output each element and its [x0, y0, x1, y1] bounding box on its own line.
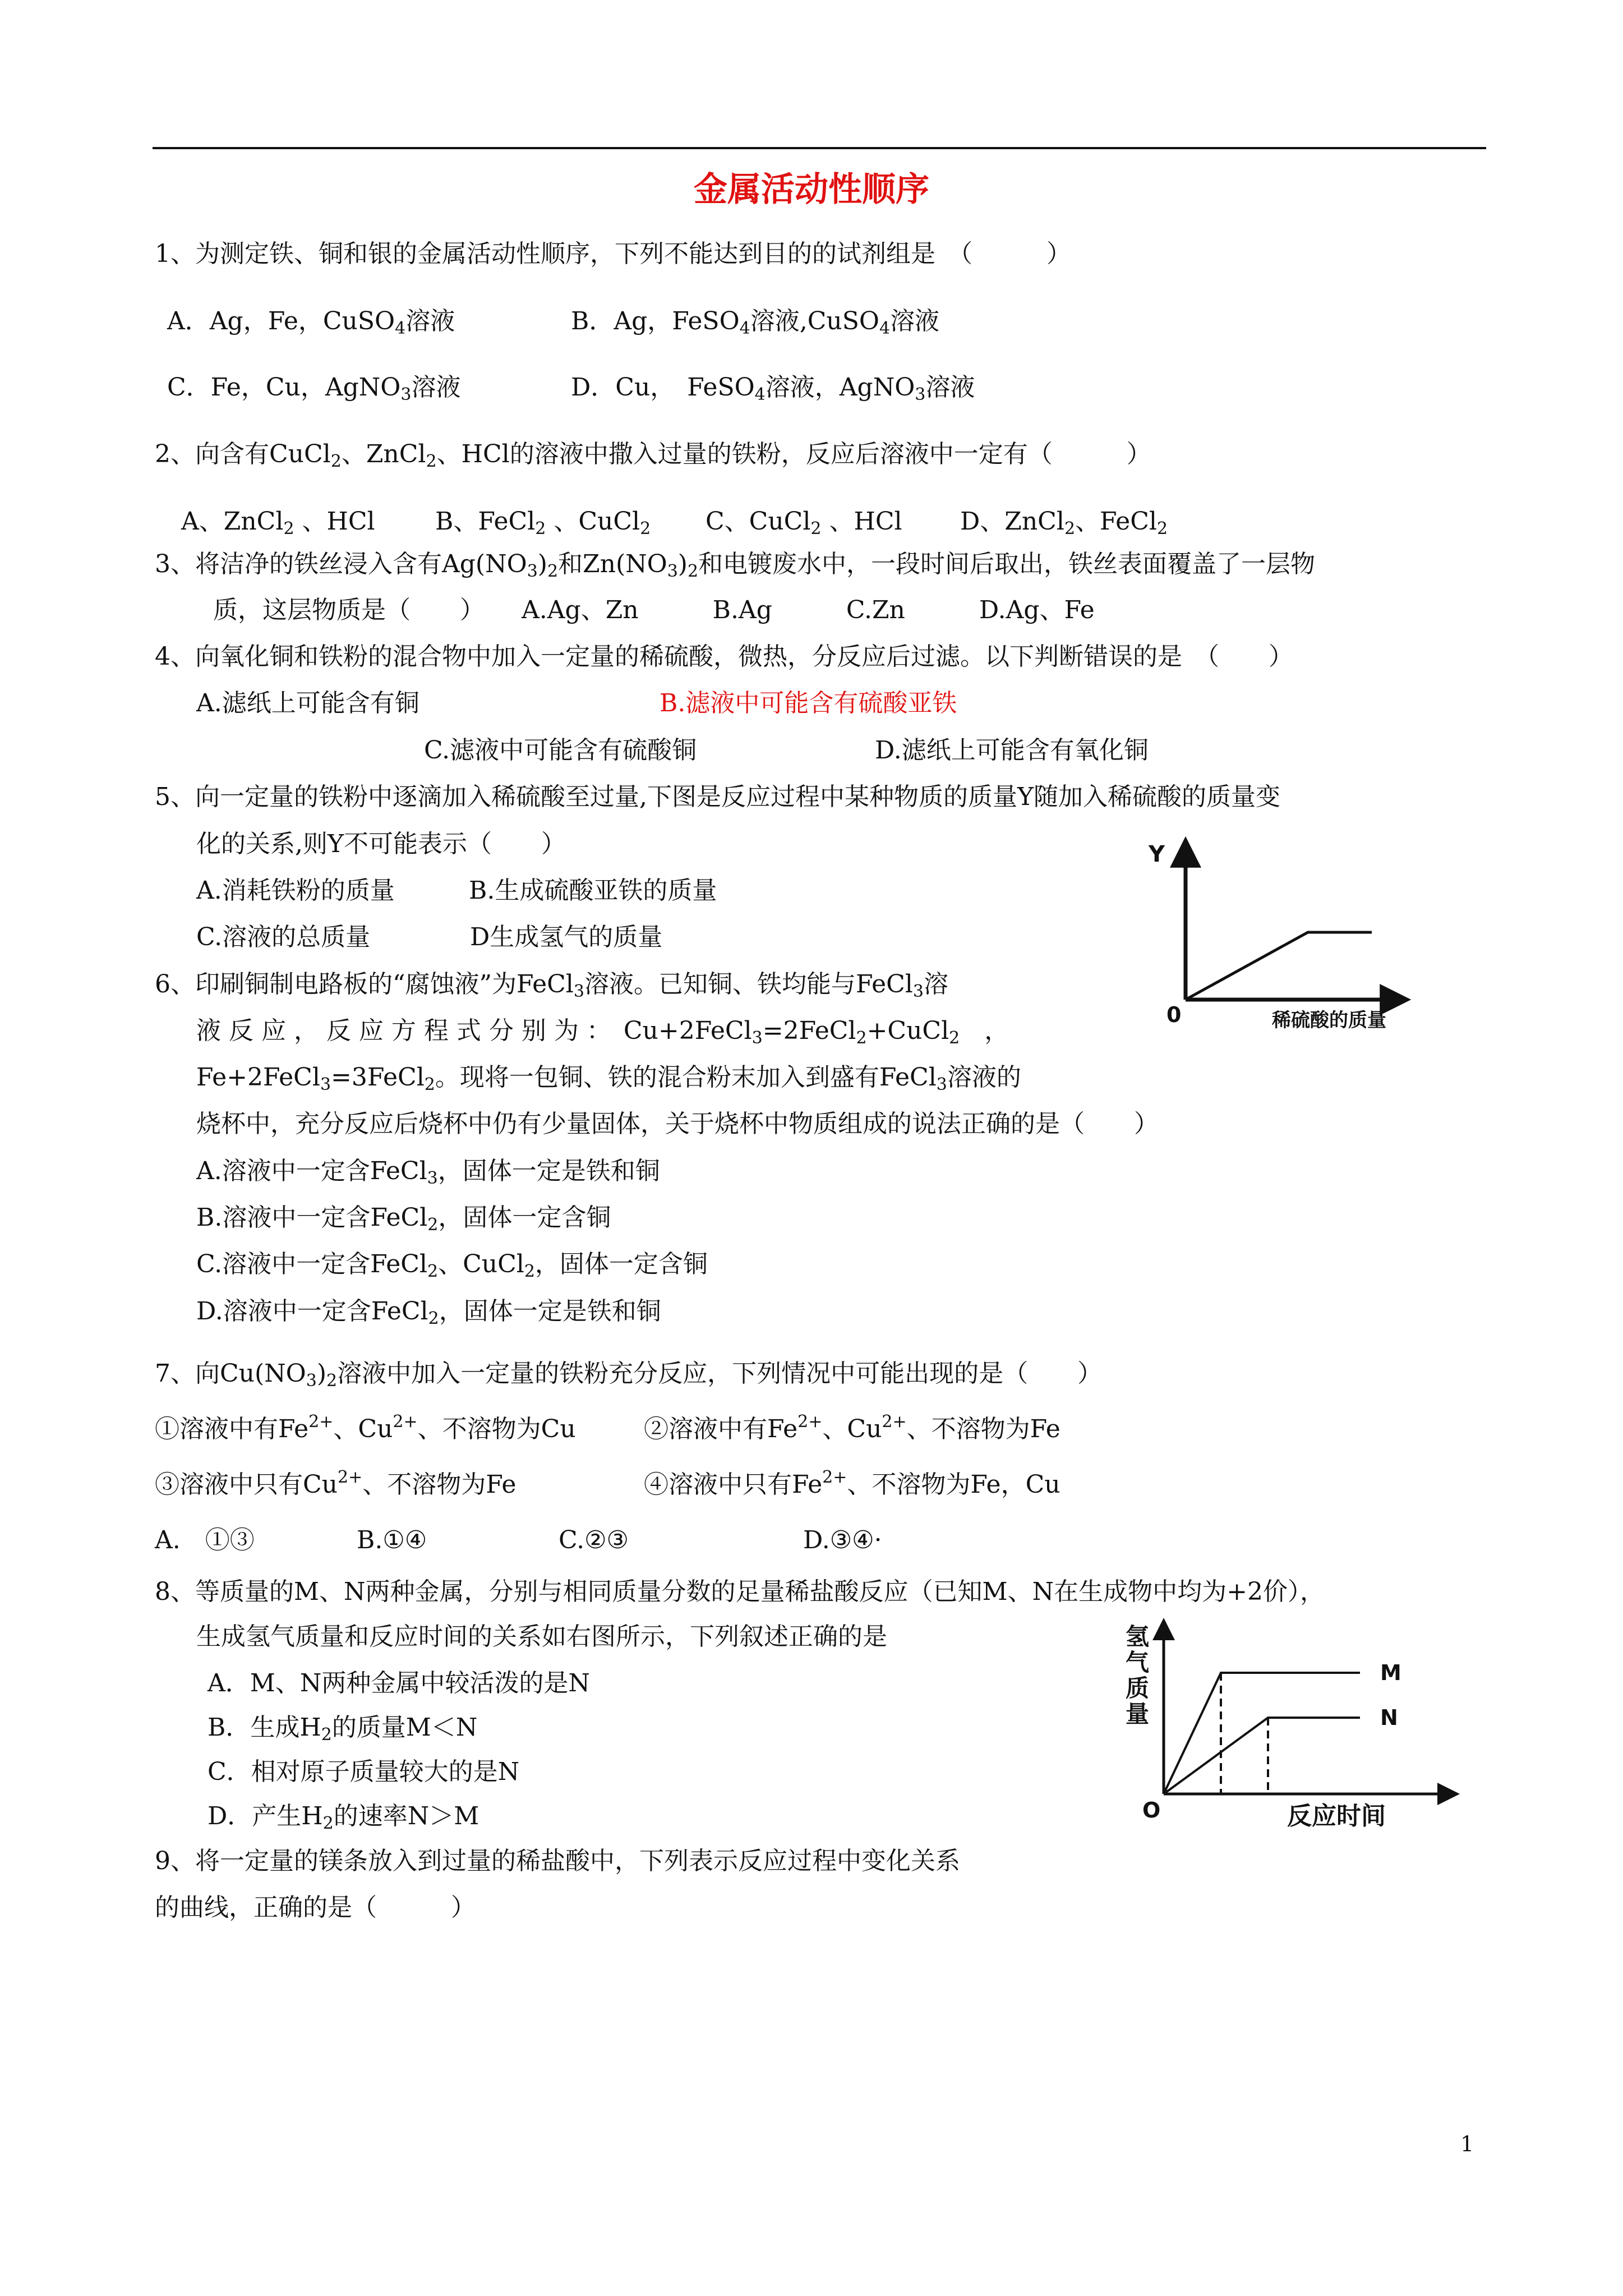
q6-option-a: A.溶液中一定含FeCl$_3$，固体一定是铁和铜 — [196, 1157, 660, 1188]
q8-y-label-1: 氢 — [1126, 1623, 1150, 1650]
q8-y-label-2: 气 — [1126, 1649, 1150, 1676]
q9-stem-line2: 的曲线，正确的是（ ） — [155, 1893, 476, 1922]
q7-case-4: ④溶液中只有$Fe^{2+}$、不溶物为Fe，Cu — [644, 1467, 1061, 1499]
q6-option-b: B.溶液中一定含FeCl$_2$，固体一定含铜 — [196, 1203, 611, 1235]
q6-stem-line2: 液 反 应 ， 反 应 方 程 式 分 别 为 ： Cu+2FeCl$_3$=2FeCl$_2$+CuCl$_2$ ， — [196, 1016, 1009, 1048]
header-rule — [153, 147, 1486, 149]
q8-option-a: A．M、N两种金属中较活泼的是N — [208, 1669, 590, 1697]
q7-option-b: B.①④ — [357, 1526, 427, 1554]
q8-option-d: D．产生$H_2$的速率N＞M — [208, 1802, 479, 1833]
q5-option-c: C.溶液的总质量 — [196, 923, 371, 951]
q5-y-label: Y — [1149, 841, 1165, 867]
q5-option-b: B.生成硫酸亚铁的质量 — [469, 876, 717, 905]
q1-option-a: A．Ag，Fe，CuSO$_4$溶液 — [167, 307, 455, 338]
q8-graph — [1113, 1617, 1472, 1841]
q5-origin-label: 0 — [1166, 1002, 1182, 1027]
q7-case-3: ③溶液中只有$Cu^{2+}$、不溶物为Fe — [155, 1467, 517, 1499]
q7-stem: 7、向$Cu(NO_3)_2$溶液中加入一定量的铁粉充分反应，下列情况中可能出现的是（ ） — [155, 1359, 1103, 1391]
q7-case-2: ②溶液中有$Fe^{2+}$、$Cu^{2+}$、不溶物为Fe — [644, 1412, 1061, 1443]
q8-origin-label: O — [1142, 1798, 1161, 1823]
q8-option-b: B．生成$H_2$的质量M＜N — [208, 1713, 478, 1745]
page-number: 1 — [1460, 2132, 1474, 2156]
q8-series-m-label: M — [1380, 1660, 1401, 1685]
q4-stem: 4、向氧化铜和铁粉的混合物中加入一定量的稀硫酸，微热，分反应后过滤。以下判断错误的是 （ ） — [155, 642, 1293, 671]
page-title: 金属活动性顺序 — [694, 170, 929, 209]
q1-option-b: B．Ag，FeSO$_4$溶液,CuSO$_4$溶液 — [571, 307, 940, 338]
q3-stem-line1: 3、将洁净的铁丝浸入含有$Ag(NO_3)_2$和$Zn(NO_3)_2$和电镀废水中，一段时间后取出，铁丝表面覆盖了一层物 — [155, 550, 1316, 581]
q5-option-d: D生成氢气的质量 — [470, 923, 663, 951]
q2-option-a: A、ZnCl$_2$ 、HCl — [181, 507, 375, 539]
q8-curve-m — [1164, 1673, 1360, 1794]
q2-option-c: C、CuCl$_2$ 、HCl — [706, 507, 902, 539]
q4-option-d: D.滤纸上可能含有氧化铜 — [875, 736, 1149, 765]
q7-option-d: D.③④· — [803, 1526, 882, 1554]
q8-option-c: C．相对原子质量较大的是N — [208, 1757, 520, 1786]
q1-option-d: D．Cu， FeSO$_4$溶液，AgNO$_3$溶液 — [571, 373, 975, 404]
q6-option-d: D.溶液中一定含FeCl$_2$，固体一定是铁和铜 — [196, 1297, 661, 1328]
q4-option-a: A.滤纸上可能含有铜 — [196, 689, 419, 717]
q1-option-c: C．Fe，Cu，AgNO$_3$溶液 — [167, 373, 461, 404]
q5-stem-line2: 化的关系,则Y不可能表示（ ） — [196, 830, 566, 858]
q8-series-n-label: N — [1380, 1705, 1398, 1730]
q4-option-b: B.滤液中可能含有硫酸亚铁 — [660, 689, 957, 717]
q9-stem-line1: 9、将一定量的镁条放入到过量的稀盐酸中，下列表示反应过程中变化关系 — [155, 1847, 960, 1875]
q8-stem-line2: 生成氢气质量和反应时间的关系如右图所示，下列叙述正确的是 — [196, 1622, 887, 1651]
q5-curve — [1186, 932, 1372, 1000]
q5-graph — [1144, 836, 1413, 1038]
q8-y-label-3: 质 — [1126, 1674, 1150, 1702]
q8-y-label-4: 量 — [1126, 1700, 1150, 1728]
q3-stem-line2: 质，这层物质是（ ） A.Ag、Zn B.Ag C.Zn D.Ag、Fe — [213, 596, 1095, 624]
q7-option-a: A. ①③ — [155, 1526, 255, 1554]
q4-option-c: C.滤液中可能含有硫酸铜 — [424, 736, 697, 765]
q6-stem-line4: 烧杯中，充分反应后烧杯中仍有少量固体，关于烧杯中物质组成的说法正确的是（ ） — [196, 1110, 1159, 1138]
q2-option-d: D、ZnCl$_2$、FeCl$_2$ — [960, 507, 1168, 539]
q5-option-a: A.消耗铁粉的质量 — [196, 876, 395, 905]
q6-stem-line1: 6、印刷铜制电路板的“腐蚀液”为FeCl$_3$溶液。已知铜、铁均能与FeCl$_3$溶 — [155, 970, 948, 1001]
q2-stem: 2、向含有CuCl$_2$、ZnCl$_2$、HCl的溶液中撒入过量的铁粉，反应后溶液中一定有（ ） — [155, 440, 1151, 471]
q6-option-c: C.溶液中一定含FeCl$_2$、CuCl$_2$，固体一定含铜 — [196, 1250, 708, 1281]
q2-option-b: B、FeCl$_2$ 、CuCl$_2$ — [435, 507, 651, 539]
q6-stem-line3: Fe+2FeCl$_3$=3FeCl$_2$。现将一包铜、铁的混合粉末加入到盛有FeCl$_3$溶液的 — [196, 1063, 1021, 1094]
q8-stem-line1: 8、等质量的M、N两种金属，分别与相同质量分数的足量稀盐酸反应（已知M、N在生成物中均为+2价）， — [155, 1577, 1325, 1606]
q5-x-label: 稀硫酸的质量 — [1272, 1009, 1386, 1032]
q7-option-c: C.②③ — [559, 1526, 629, 1554]
q1-stem: 1、为测定铁、铜和银的金属活动性顺序，下列不能达到目的的试剂组是 （ ） — [155, 240, 1071, 268]
q7-case-1: ①溶液中有$Fe^{2+}$、$Cu^{2+}$、不溶物为Cu — [155, 1412, 576, 1443]
q5-stem-line1: 5、向一定量的铁粉中逐滴加入稀硫酸至过量,下图是反应过程中某种物质的质量Y随加入稀硫酸的质量变 — [155, 783, 1281, 811]
q8-x-label: 反应时间 — [1287, 1802, 1386, 1830]
